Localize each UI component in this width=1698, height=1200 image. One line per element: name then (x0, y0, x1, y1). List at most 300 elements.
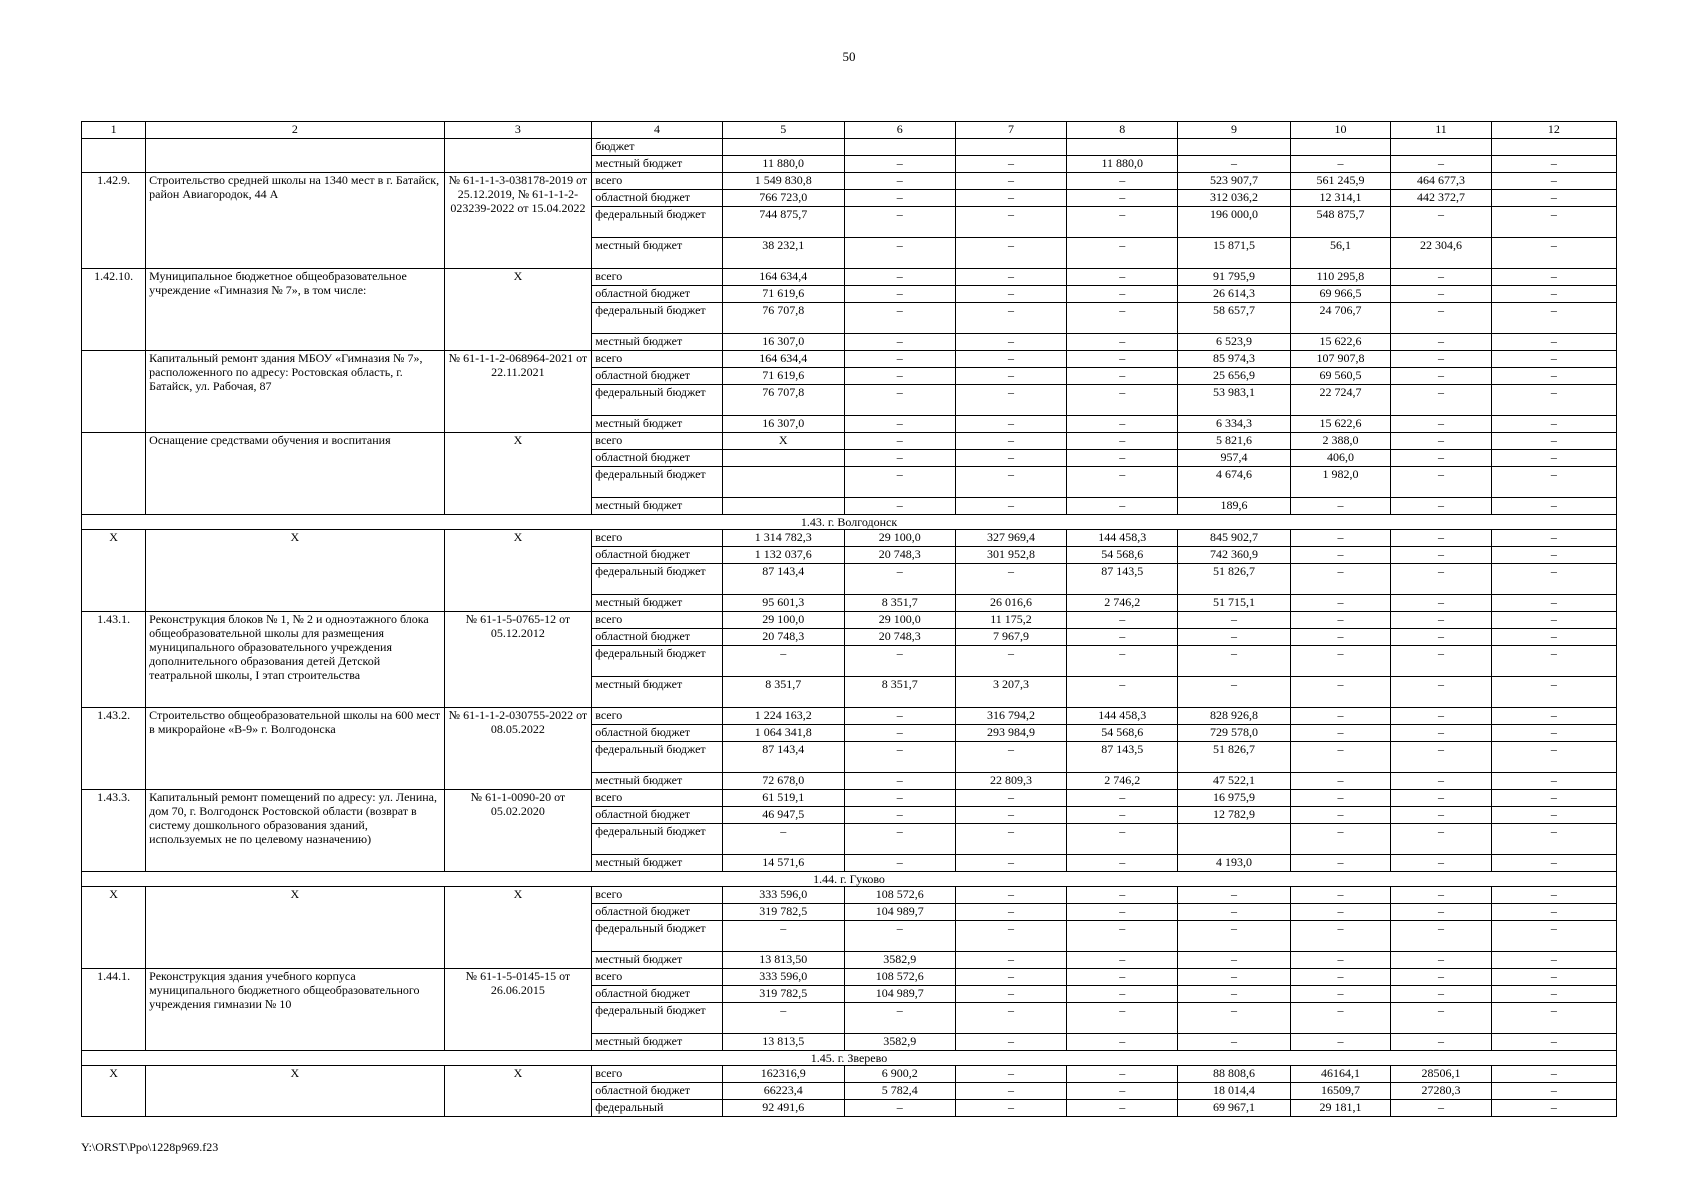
amount-cell: 15 622,6 (1290, 334, 1391, 351)
item-name: Х (146, 1066, 444, 1117)
amount-cell: – (1491, 612, 1616, 629)
amount-cell: 144 458,3 (1067, 708, 1178, 725)
amount-cell: – (1491, 790, 1616, 807)
amount-cell (844, 139, 955, 156)
amount-cell: – (1491, 286, 1616, 303)
amount-cell: – (1491, 887, 1616, 904)
amount-cell: – (1067, 904, 1178, 921)
funding-source: всего (592, 887, 723, 904)
column-header: 7 (955, 122, 1066, 139)
amount-cell: 29 100,0 (722, 612, 844, 629)
item-name: Муниципальное бюджетное общеобразовательное учреждение «Гимназия № 7», в том числе: (146, 269, 444, 351)
amount-cell (1178, 139, 1290, 156)
amount-cell: 319 782,5 (722, 986, 844, 1003)
amount-cell: – (1067, 368, 1178, 385)
amount-cell: – (1290, 1034, 1391, 1051)
amount-cell: 333 596,0 (722, 887, 844, 904)
amount-cell: 8 351,7 (722, 677, 844, 708)
amount-cell: 1 132 037,6 (722, 547, 844, 564)
amount-cell: – (844, 207, 955, 238)
amount-cell: 957,4 (1178, 450, 1290, 467)
amount-cell: 46 947,5 (722, 807, 844, 824)
amount-cell: – (1067, 855, 1178, 872)
funding-source: местный бюджет (592, 855, 723, 872)
amount-cell: – (1067, 1034, 1178, 1051)
amount-cell: 2 388,0 (1290, 433, 1391, 450)
amount-cell: – (1491, 921, 1616, 952)
amount-cell: 144 458,3 (1067, 530, 1178, 547)
amount-cell: – (1491, 564, 1616, 595)
amount-cell: 108 572,6 (844, 969, 955, 986)
amount-cell: – (1491, 303, 1616, 334)
amount-cell: 16 975,9 (1178, 790, 1290, 807)
amount-cell: 333 596,0 (722, 969, 844, 986)
amount-cell: – (1391, 530, 1492, 547)
funding-source: областной бюджет (592, 725, 723, 742)
column-header: 2 (146, 122, 444, 139)
amount-cell: – (955, 1100, 1066, 1117)
amount-cell: 8 351,7 (844, 595, 955, 612)
amount-cell: – (1067, 269, 1178, 286)
funding-source: всего (592, 530, 723, 547)
amount-cell: 108 572,6 (844, 887, 955, 904)
amount-cell: – (844, 286, 955, 303)
funding-source: федеральный бюджет (592, 742, 723, 773)
amount-cell: 69 560,5 (1290, 368, 1391, 385)
amount-cell: – (1491, 1083, 1616, 1100)
amount-cell: – (1491, 1066, 1616, 1083)
amount-cell: – (844, 807, 955, 824)
amount-cell: – (1491, 855, 1616, 872)
amount-cell: 104 989,7 (844, 904, 955, 921)
amount-cell: – (955, 824, 1066, 855)
funding-source: федеральный бюджет (592, 646, 723, 677)
amount-cell: 18 014,4 (1178, 1083, 1290, 1100)
amount-cell: 87 143,5 (1067, 742, 1178, 773)
item-number: 1.43.2. (82, 708, 146, 790)
amount-cell: 7 967,9 (955, 629, 1066, 646)
table-row (82, 433, 1617, 450)
amount-cell: – (1178, 952, 1290, 969)
amount-cell: – (722, 921, 844, 952)
funding-source: местный бюджет (592, 773, 723, 790)
amount-cell: 327 969,4 (955, 530, 1066, 547)
amount-cell: – (955, 952, 1066, 969)
amount-cell: – (1391, 334, 1492, 351)
amount-cell: – (1067, 807, 1178, 824)
amount-cell: 729 578,0 (1178, 725, 1290, 742)
amount-cell: – (1391, 368, 1492, 385)
amount-cell: – (1290, 646, 1391, 677)
funding-source: всего (592, 612, 723, 629)
document-number: № 61-1-5-0765-12 от 05.12.2012 (444, 612, 592, 708)
amount-cell: – (1491, 368, 1616, 385)
amount-cell: – (955, 334, 1066, 351)
amount-cell: – (1067, 286, 1178, 303)
amount-cell: – (1491, 238, 1616, 269)
amount-cell: – (1491, 467, 1616, 498)
amount-cell: 72 678,0 (722, 773, 844, 790)
funding-source: всего (592, 708, 723, 725)
amount-cell: 3582,9 (844, 1034, 955, 1051)
amount-cell: – (955, 368, 1066, 385)
item-number: 1.43.1. (82, 612, 146, 708)
item-name: Х (146, 530, 444, 612)
amount-cell: – (955, 156, 1066, 173)
amount-cell: – (1491, 646, 1616, 677)
amount-cell: Х (722, 433, 844, 450)
amount-cell: 91 795,9 (1178, 269, 1290, 286)
amount-cell: – (1491, 969, 1616, 986)
amount-cell: – (955, 385, 1066, 416)
amount-cell: 742 360,9 (1178, 547, 1290, 564)
amount-cell: 301 952,8 (955, 547, 1066, 564)
funding-source: областной бюджет (592, 629, 723, 646)
amount-cell: 312 036,2 (1178, 190, 1290, 207)
amount-cell: 27280,3 (1391, 1083, 1492, 1100)
amount-cell: – (1067, 1083, 1178, 1100)
funding-source: всего (592, 351, 723, 368)
amount-cell (1067, 139, 1178, 156)
amount-cell: 5 782,4 (844, 1083, 955, 1100)
amount-cell: 69 967,1 (1178, 1100, 1290, 1117)
amount-cell: 110 295,8 (1290, 269, 1391, 286)
amount-cell: – (1491, 269, 1616, 286)
funding-source: областной бюджет (592, 286, 723, 303)
amount-cell: 53 983,1 (1178, 385, 1290, 416)
amount-cell: – (844, 173, 955, 190)
amount-cell: – (1067, 677, 1178, 708)
item-number: 1.43.3. (82, 790, 146, 872)
amount-cell: – (1391, 595, 1492, 612)
amount-cell: – (1067, 467, 1178, 498)
funding-source: федеральный бюджет (592, 824, 723, 855)
document-number: № 61-1-5-0145-15 от 26.06.2015 (444, 969, 592, 1051)
amount-cell: – (955, 173, 1066, 190)
amount-cell: 15 871,5 (1178, 238, 1290, 269)
amount-cell: – (844, 790, 955, 807)
item-number: Х (82, 887, 146, 969)
amount-cell: – (1491, 904, 1616, 921)
funding-source: местный бюджет (592, 156, 723, 173)
amount-cell: – (1067, 351, 1178, 368)
amount-cell: – (1391, 824, 1492, 855)
amount-cell: – (1391, 887, 1492, 904)
amount-cell: – (955, 498, 1066, 515)
document-number: Х (444, 269, 592, 351)
amount-cell: 523 907,7 (1178, 173, 1290, 190)
item-name (146, 139, 444, 173)
amount-cell: – (1391, 1034, 1492, 1051)
amount-cell (1290, 139, 1391, 156)
amount-cell: 22 304,6 (1391, 238, 1492, 269)
table-row (82, 887, 1617, 904)
amount-cell: – (1391, 773, 1492, 790)
document-number: Х (444, 530, 592, 612)
amount-cell: – (1491, 824, 1616, 855)
column-header: 6 (844, 122, 955, 139)
budget-table-container (81, 121, 1617, 1117)
amount-cell: – (1178, 921, 1290, 952)
amount-cell: 87 143,4 (722, 742, 844, 773)
amount-cell: – (1178, 1034, 1290, 1051)
amount-cell (955, 139, 1066, 156)
table-row (82, 612, 1617, 629)
amount-cell: – (1290, 677, 1391, 708)
amount-cell: – (1391, 286, 1492, 303)
section-title: 1.43. г. Волгодонск (82, 515, 1617, 530)
amount-cell: – (1178, 986, 1290, 1003)
amount-cell: – (955, 351, 1066, 368)
amount-cell: 26 016,6 (955, 595, 1066, 612)
amount-cell: – (844, 742, 955, 773)
amount-cell: 766 723,0 (722, 190, 844, 207)
amount-cell: – (1491, 416, 1616, 433)
amount-cell: – (844, 368, 955, 385)
amount-cell: – (1391, 1100, 1492, 1117)
amount-cell: – (955, 790, 1066, 807)
amount-cell: 13 813,5 (722, 1034, 844, 1051)
amount-cell: – (1391, 269, 1492, 286)
amount-cell: 87 143,5 (1067, 564, 1178, 595)
funding-source: федеральный бюджет (592, 467, 723, 498)
amount-cell: 16 307,0 (722, 416, 844, 433)
table-row (82, 530, 1617, 547)
amount-cell: – (1290, 708, 1391, 725)
amount-cell: – (955, 646, 1066, 677)
amount-cell: – (844, 855, 955, 872)
page-number: 50 (842, 49, 856, 64)
amount-cell: 56,1 (1290, 238, 1391, 269)
amount-cell: – (1178, 677, 1290, 708)
item-name: Реконструкция блоков № 1, № 2 и одноэтажного блока общеобразовательной школы для размещения муниципального образовательного учреждения дополнительного образования детей Детской театральной школы, I этап строительства (146, 612, 444, 708)
amount-cell: 11 880,0 (722, 156, 844, 173)
amount-cell: 6 523,9 (1178, 334, 1290, 351)
amount-cell: – (955, 1066, 1066, 1083)
amount-cell: – (1290, 824, 1391, 855)
amount-cell: – (955, 986, 1066, 1003)
amount-cell (722, 450, 844, 467)
amount-cell: – (1391, 1003, 1492, 1034)
amount-cell: – (955, 887, 1066, 904)
document-number: Х (444, 1066, 592, 1117)
funding-source: федеральный бюджет (592, 564, 723, 595)
funding-source: областной бюджет (592, 190, 723, 207)
amount-cell: 164 634,4 (722, 351, 844, 368)
funding-source: областной бюджет (592, 904, 723, 921)
funding-source: областной бюджет (592, 547, 723, 564)
amount-cell: – (1491, 1100, 1616, 1117)
item-number: Х (82, 530, 146, 612)
amount-cell: – (1067, 952, 1178, 969)
amount-cell: – (1391, 433, 1492, 450)
amount-cell: – (1067, 238, 1178, 269)
funding-source: федеральный (592, 1100, 723, 1117)
amount-cell: – (955, 467, 1066, 498)
amount-cell: 16 307,0 (722, 334, 844, 351)
amount-cell: – (844, 416, 955, 433)
column-header: 9 (1178, 122, 1290, 139)
amount-cell: – (955, 904, 1066, 921)
amount-cell: – (844, 156, 955, 173)
amount-cell: – (1491, 156, 1616, 173)
section-row (82, 515, 1617, 530)
amount-cell: – (1067, 824, 1178, 855)
funding-source: местный бюджет (592, 677, 723, 708)
amount-cell: – (844, 708, 955, 725)
amount-cell: – (844, 1100, 955, 1117)
amount-cell: – (1067, 790, 1178, 807)
amount-cell: – (844, 433, 955, 450)
amount-cell: – (1067, 646, 1178, 677)
amount-cell: – (955, 238, 1066, 269)
amount-cell: 54 568,6 (1067, 725, 1178, 742)
footer-file-path: Y:\ORST\Ppo\1228p969.f23 (81, 1140, 219, 1154)
amount-cell: 15 622,6 (1290, 416, 1391, 433)
item-name: Х (146, 887, 444, 969)
amount-cell: – (955, 450, 1066, 467)
amount-cell: – (1178, 646, 1290, 677)
amount-cell: 561 245,9 (1290, 173, 1391, 190)
amount-cell: 71 619,6 (722, 286, 844, 303)
amount-cell: 47 522,1 (1178, 773, 1290, 790)
amount-cell: 104 989,7 (844, 986, 955, 1003)
amount-cell: – (1391, 385, 1492, 416)
amount-cell: 76 707,8 (722, 303, 844, 334)
amount-cell: 464 677,3 (1391, 173, 1492, 190)
amount-cell: – (1491, 952, 1616, 969)
amount-cell: – (1491, 433, 1616, 450)
funding-source: федеральный бюджет (592, 921, 723, 952)
amount-cell: – (955, 564, 1066, 595)
table-row (82, 139, 1617, 156)
amount-cell: – (844, 351, 955, 368)
amount-cell: – (1491, 986, 1616, 1003)
amount-cell: – (844, 1003, 955, 1034)
amount-cell: 20 748,3 (844, 629, 955, 646)
amount-cell: – (844, 238, 955, 269)
amount-cell: 1 314 782,3 (722, 530, 844, 547)
amount-cell: 28506,1 (1391, 1066, 1492, 1083)
table-row (82, 790, 1617, 807)
amount-cell: – (1391, 498, 1492, 515)
amount-cell: – (844, 824, 955, 855)
amount-cell (1178, 824, 1290, 855)
amount-cell: – (1391, 708, 1492, 725)
amount-cell: – (955, 433, 1066, 450)
item-name: Строительство общеобразовательной школы на 600 мест в микрорайоне «В-9» г. Волгодонска (146, 708, 444, 790)
item-name: Капитальный ремонт помещений по адресу: ул. Ленина, дом 70, г. Волгодонск Ростовской области (возврат в систему дошкольного образования зданий, используемых не по целевому назначению) (146, 790, 444, 872)
amount-cell: – (955, 1083, 1066, 1100)
amount-cell: – (1491, 1003, 1616, 1034)
amount-cell: – (1491, 547, 1616, 564)
amount-cell: – (722, 646, 844, 677)
amount-cell: – (1491, 190, 1616, 207)
amount-cell: 1 982,0 (1290, 467, 1391, 498)
amount-cell: – (1290, 986, 1391, 1003)
amount-cell: 316 794,2 (955, 708, 1066, 725)
amount-cell: – (1067, 969, 1178, 986)
amount-cell: 14 571,6 (722, 855, 844, 872)
amount-cell: – (1391, 969, 1492, 986)
amount-cell: 11 880,0 (1067, 156, 1178, 173)
amount-cell: – (844, 450, 955, 467)
amount-cell: 51 826,7 (1178, 564, 1290, 595)
amount-cell: – (1491, 334, 1616, 351)
amount-cell: – (955, 416, 1066, 433)
amount-cell: 162316,9 (722, 1066, 844, 1083)
amount-cell: – (1391, 921, 1492, 952)
amount-cell: 189,6 (1178, 498, 1290, 515)
amount-cell: – (1491, 351, 1616, 368)
amount-cell: – (1178, 629, 1290, 646)
amount-cell: 1 549 830,8 (722, 173, 844, 190)
amount-cell: – (1067, 612, 1178, 629)
amount-cell: 164 634,4 (722, 269, 844, 286)
amount-cell: 87 143,4 (722, 564, 844, 595)
amount-cell: – (1290, 773, 1391, 790)
amount-cell: 406,0 (1290, 450, 1391, 467)
amount-cell: 29 181,1 (1290, 1100, 1391, 1117)
amount-cell: – (1391, 303, 1492, 334)
amount-cell: 548 875,7 (1290, 207, 1391, 238)
amount-cell: – (1391, 855, 1492, 872)
item-number (82, 433, 146, 515)
document-number (444, 139, 592, 173)
item-name: Реконструкция здания учебного корпуса муниципального бюджетного общеобразовательного учреждения гимназии № 10 (146, 969, 444, 1051)
funding-source: местный бюджет (592, 1034, 723, 1051)
amount-cell: – (1391, 725, 1492, 742)
amount-cell: 2 746,2 (1067, 773, 1178, 790)
funding-source: местный бюджет (592, 334, 723, 351)
funding-source: местный бюджет (592, 595, 723, 612)
column-header: 3 (444, 122, 592, 139)
amount-cell: – (1491, 1034, 1616, 1051)
amount-cell: – (1491, 385, 1616, 416)
amount-cell: – (1067, 921, 1178, 952)
amount-cell: – (722, 824, 844, 855)
funding-source: федеральный бюджет (592, 385, 723, 416)
column-header: 1 (82, 122, 146, 139)
amount-cell: – (1290, 530, 1391, 547)
amount-cell: 88 808,6 (1178, 1066, 1290, 1083)
amount-cell: – (1491, 708, 1616, 725)
amount-cell: 76 707,8 (722, 385, 844, 416)
amount-cell: 3 207,3 (955, 677, 1066, 708)
amount-cell: – (1391, 646, 1492, 677)
amount-cell: – (1067, 207, 1178, 238)
amount-cell: – (1290, 887, 1391, 904)
amount-cell: – (955, 807, 1066, 824)
funding-source: областной бюджет (592, 368, 723, 385)
amount-cell: – (1491, 207, 1616, 238)
amount-cell: – (1290, 612, 1391, 629)
header-row (82, 122, 1617, 139)
amount-cell: 26 614,3 (1178, 286, 1290, 303)
amount-cell: 12 314,1 (1290, 190, 1391, 207)
amount-cell: – (1391, 629, 1492, 646)
amount-cell: 71 619,6 (722, 368, 844, 385)
amount-cell: – (1391, 807, 1492, 824)
amount-cell: 4 674,6 (1178, 467, 1290, 498)
column-header: 5 (722, 122, 844, 139)
amount-cell: – (1391, 450, 1492, 467)
amount-cell: 5 821,6 (1178, 433, 1290, 450)
section-row (82, 1051, 1617, 1066)
funding-source: всего (592, 790, 723, 807)
amount-cell: – (1067, 1066, 1178, 1083)
amount-cell: – (1391, 416, 1492, 433)
